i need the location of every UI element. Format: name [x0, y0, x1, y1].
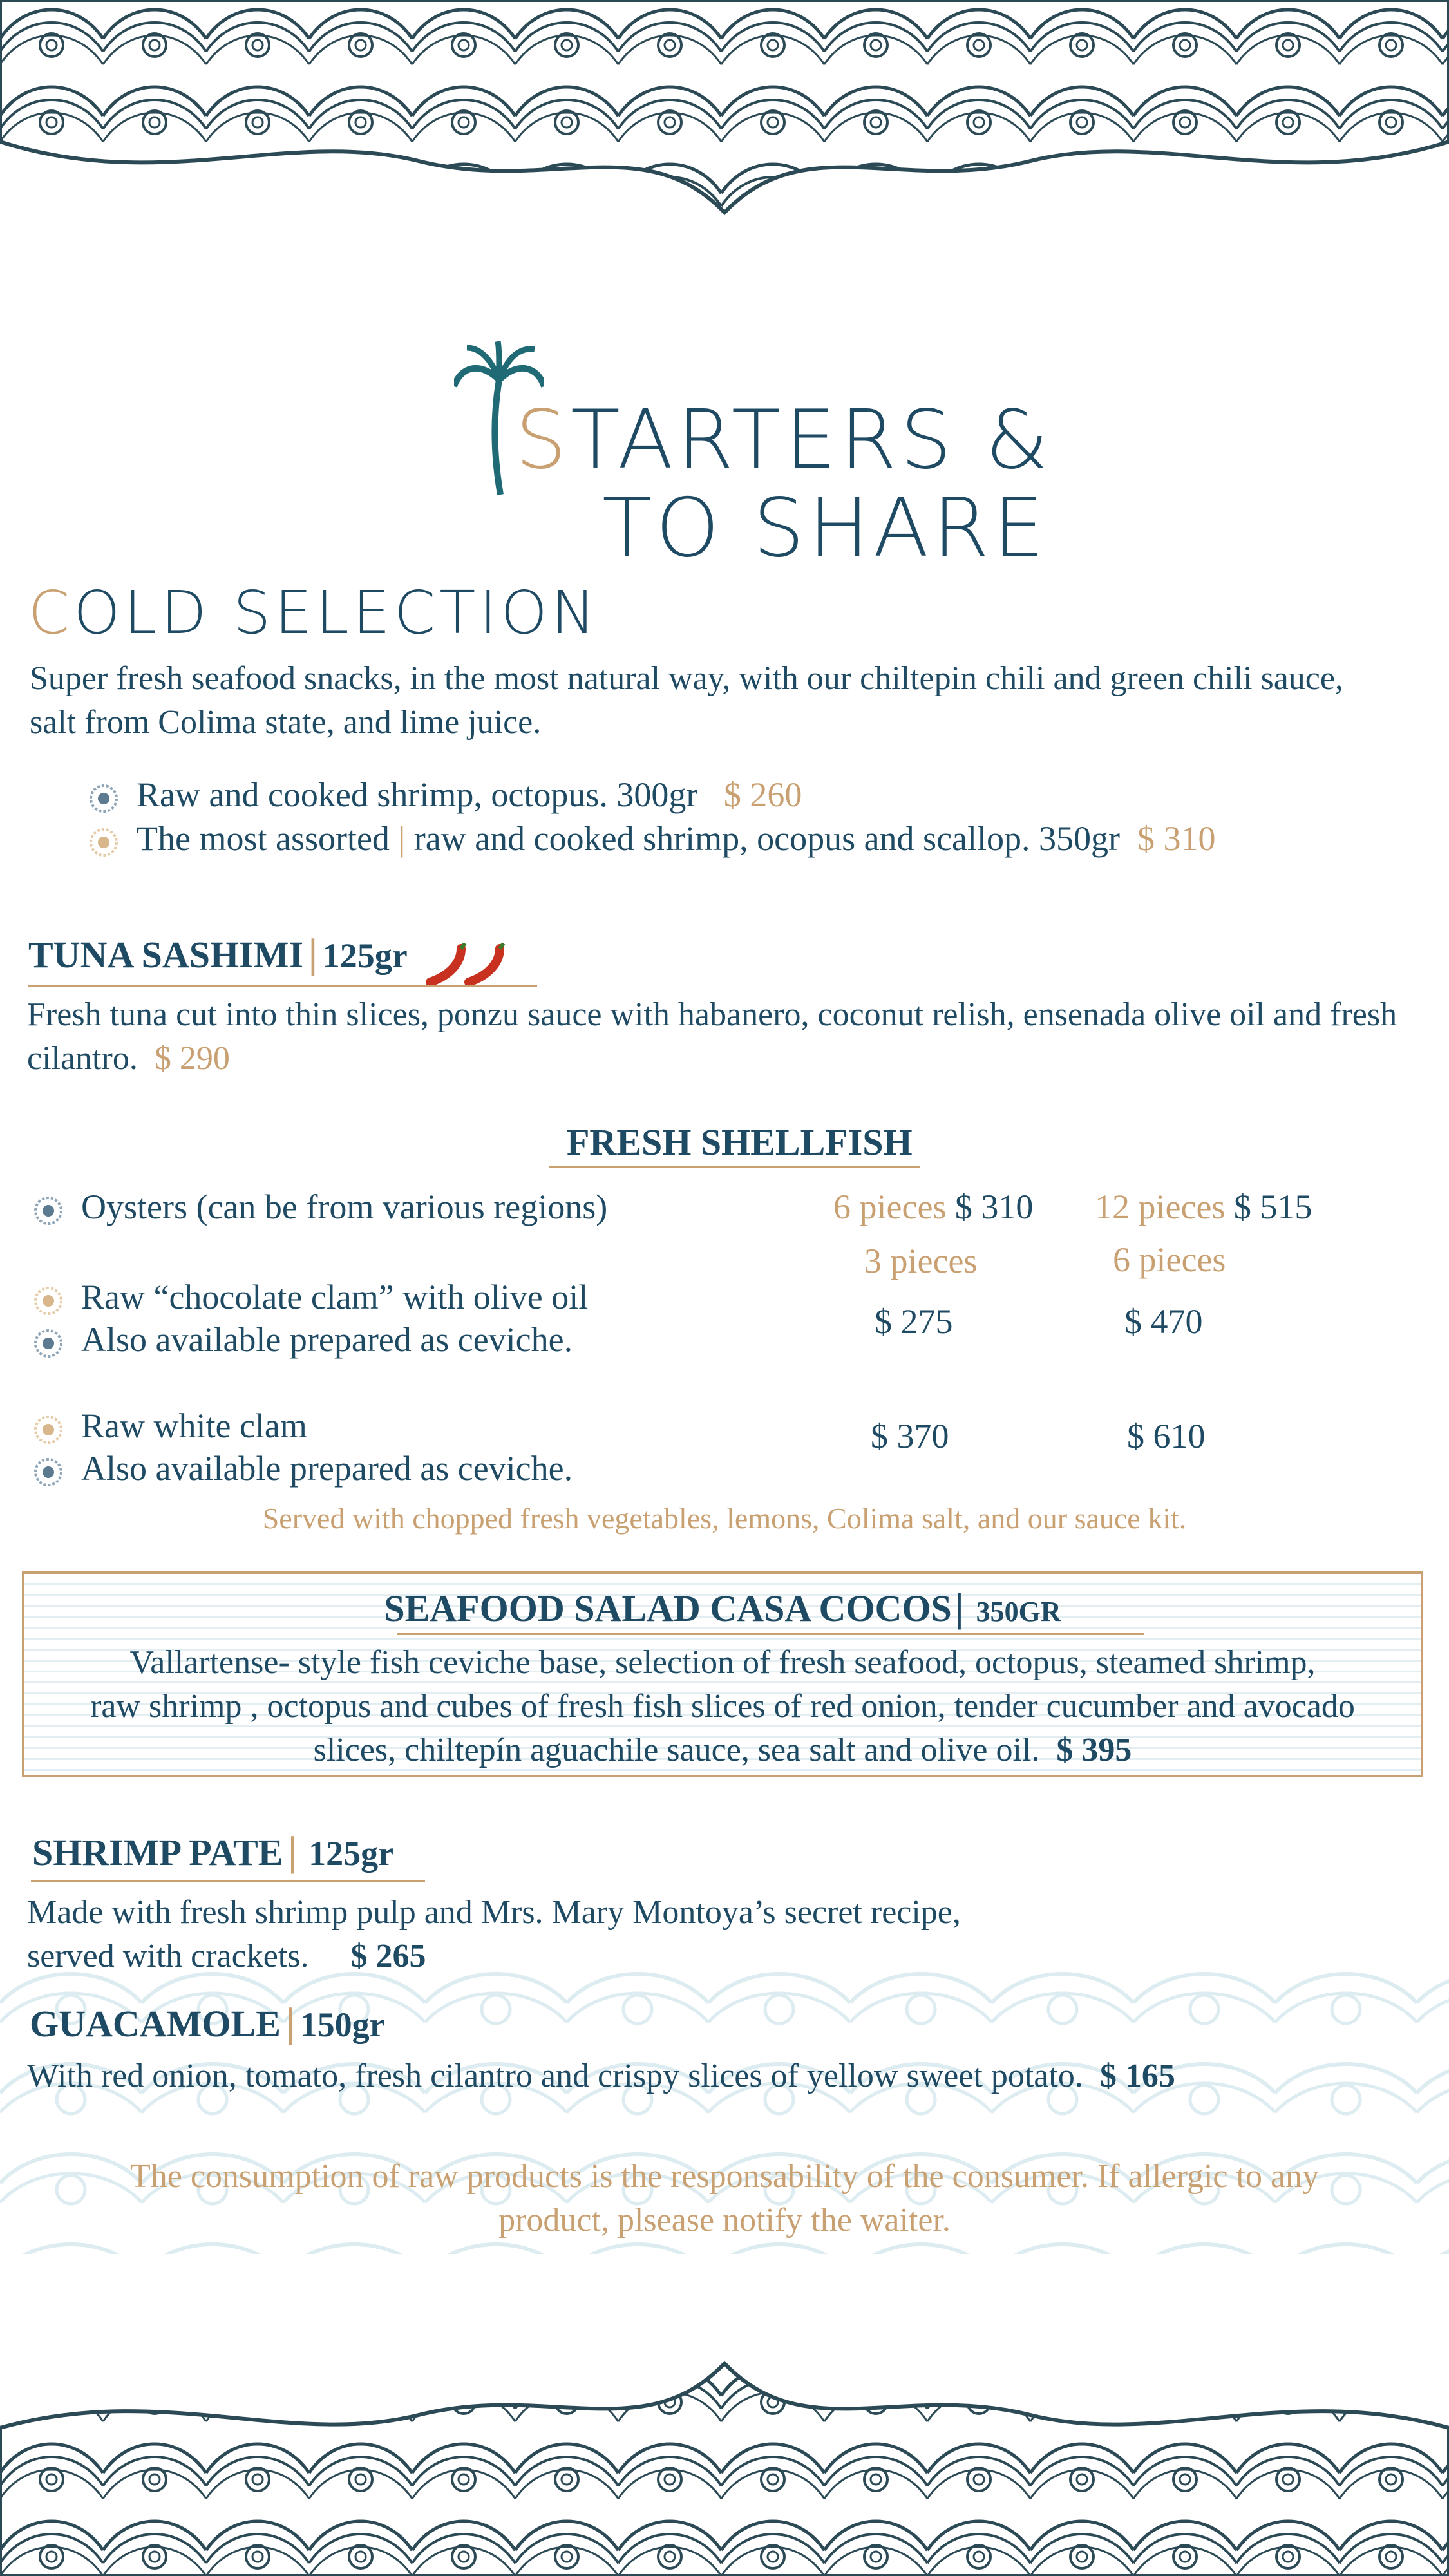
salad-weight: 350GR — [976, 1596, 1061, 1627]
chocolate-clam-price-1: $ 275 — [875, 1302, 953, 1341]
cold-item-1-price: $ 260 — [723, 775, 802, 814]
shellfish-title: FRESH SHELLFISH — [567, 1121, 913, 1163]
salad-description — [24, 1641, 1421, 1772]
oysters-qty-2: 12 pieces — [1095, 1188, 1226, 1226]
tuna-description — [27, 993, 1437, 1081]
bullet-blue-icon — [32, 1195, 64, 1227]
pate-header — [32, 1830, 393, 1874]
tuna-price: $ 290 — [154, 1040, 230, 1077]
white-clam-price-1: $ 370 — [871, 1417, 949, 1455]
salad-name: SEAFOOD SALAD CASA COCOS — [384, 1587, 952, 1629]
salad-price: $ 395 — [1056, 1732, 1132, 1768]
cold-selection-initial: C — [28, 578, 74, 647]
cold-item-2-text-a: The most assorted — [137, 819, 390, 858]
white-clam-line1-text: Raw white clam — [81, 1406, 307, 1445]
bullet-gold-icon — [88, 826, 120, 858]
guacamole-description — [27, 2054, 1175, 2098]
bullet-blue-icon — [88, 782, 120, 815]
guacamole-weight: 150gr — [299, 2005, 385, 2044]
chili-pepper-icon — [424, 943, 507, 986]
cold-item-1-text: Raw and cooked shrimp, octopus. 300gr — [137, 775, 698, 814]
white-clam-line2-text: Also available prepared as ceviche. — [81, 1449, 573, 1488]
bullet-blue-icon — [32, 1327, 64, 1359]
guacamole-sep: | — [283, 2002, 297, 2045]
page-title-line2: TO SHARE — [602, 480, 1048, 575]
bottom-wave-ornament — [0, 2357, 1449, 2576]
bullet-gold-icon — [32, 1285, 64, 1317]
cold-item-2-sep: | — [398, 819, 406, 858]
cold-item-2-text-b: raw and cooked shrimp, ocopus and scallop. 350gr — [413, 819, 1120, 858]
chocolate-clam-line2 — [32, 1318, 573, 1361]
salad-sep: | — [954, 1586, 964, 1630]
bullet-gold-icon — [32, 1414, 64, 1446]
cold-selection-title-rest: OLD SELECTION — [73, 578, 600, 647]
cold-item-2 — [88, 817, 1216, 860]
bullet-blue-icon — [32, 1456, 64, 1488]
chocolate-clam-line2-text: Also available prepared as ceviche. — [81, 1320, 573, 1359]
page-title-line1: TARTERS & — [570, 392, 1053, 487]
salad-line3 — [24, 1728, 1421, 1772]
oysters-price-2 — [1095, 1185, 1312, 1229]
pate-price: $ 265 — [350, 1938, 426, 1975]
clam-qty-header-2: 6 pieces — [1113, 1240, 1226, 1279]
oysters-name: Oysters (can be from various regions) — [81, 1188, 608, 1226]
tuna-description-text: Fresh tuna cut into thin slices, ponzu sauce with habanero, coconut relish, ensenada olive oil and fresh cilantro. — [27, 996, 1397, 1077]
disclaimer-line2: product, plsease notify the waiter. — [498, 2202, 951, 2239]
tuna-sep: | — [307, 933, 319, 976]
salad-line2: raw shrimp , octopus and cubes of fresh fish slices of red onion, tender cucumber and avocado — [90, 1688, 1355, 1725]
cold-selection-title — [28, 578, 600, 647]
guacamole-price: $ 165 — [1099, 2058, 1175, 2094]
oysters-price-1 — [833, 1185, 1033, 1229]
white-clam-price-2: $ 610 — [1127, 1417, 1206, 1455]
oysters-row — [32, 1185, 607, 1229]
disclaimer-line1: The consumption of raw products is the responsability of the consumer. If allergic to any — [129, 2158, 1320, 2195]
guacamole-description-text: With red onion, tomato, fresh cilantro and crispy slices of yellow sweet potato. — [27, 2058, 1083, 2094]
chocolate-clam-line1 — [32, 1275, 588, 1319]
salad-line1: Vallartense- style fish ceviche base, selection of fresh seafood, octopus, steamed shrimp, — [129, 1644, 1316, 1681]
pate-line2-text: served with crackets. — [27, 1938, 309, 1975]
salad-header — [24, 1586, 1421, 1631]
shellfish-underline — [549, 1166, 920, 1168]
cold-selection-description: Super fresh seafood snacks, in the most natural way, with our chiltepin chili and green chili sauce, salt from Colima state, and lime juice. — [30, 660, 1343, 741]
guacamole-header — [30, 2002, 385, 2045]
page-title — [515, 392, 1053, 487]
salad-line3-text: slices, chiltepín aguachile sauce, sea salt and olive oil. — [313, 1732, 1040, 1768]
disclaimer — [0, 2155, 1449, 2242]
pate-underline — [31, 1880, 425, 1882]
shellfish-note: Served with chopped fresh vegetables, lemons, Colima salt, and our sauce kit. — [262, 1502, 1187, 1535]
guacamole-name: GUACAMOLE — [30, 2003, 281, 2045]
page-title-initial: S — [515, 392, 571, 487]
cold-item-1 — [88, 773, 802, 817]
salad-underline — [397, 1633, 1144, 1635]
oysters-price-2-value: $ 515 — [1233, 1188, 1312, 1226]
pate-sep: | — [286, 1830, 299, 1874]
tuna-name: TUNA SASHIMI — [28, 934, 304, 976]
salad-box — [22, 1571, 1423, 1777]
top-wave-ornament — [0, 0, 1449, 219]
oysters-price-1-value: $ 310 — [954, 1188, 1034, 1226]
clam-qty-header-1: 3 pieces — [864, 1242, 978, 1280]
white-clam-line2 — [32, 1446, 573, 1490]
tuna-weight: 125gr — [322, 936, 408, 975]
pate-line1: Made with fresh shrimp pulp and Mrs. Mary Montoya’s secret recipe, — [27, 1894, 961, 1931]
chocolate-clam-line1-text: Raw “chocolate clam” with olive oil — [81, 1278, 589, 1316]
chocolate-clam-price-2: $ 470 — [1124, 1302, 1203, 1341]
pate-weight: 125gr — [308, 1834, 394, 1873]
pate-name: SHRIMP PATE — [32, 1832, 283, 1873]
white-clam-line1 — [32, 1404, 307, 1448]
tuna-underline — [28, 985, 537, 987]
oysters-qty-1: 6 pieces — [833, 1188, 947, 1226]
tuna-header — [28, 933, 507, 986]
cold-item-2-price: $ 310 — [1137, 819, 1216, 858]
pate-line2 — [27, 1935, 426, 1978]
